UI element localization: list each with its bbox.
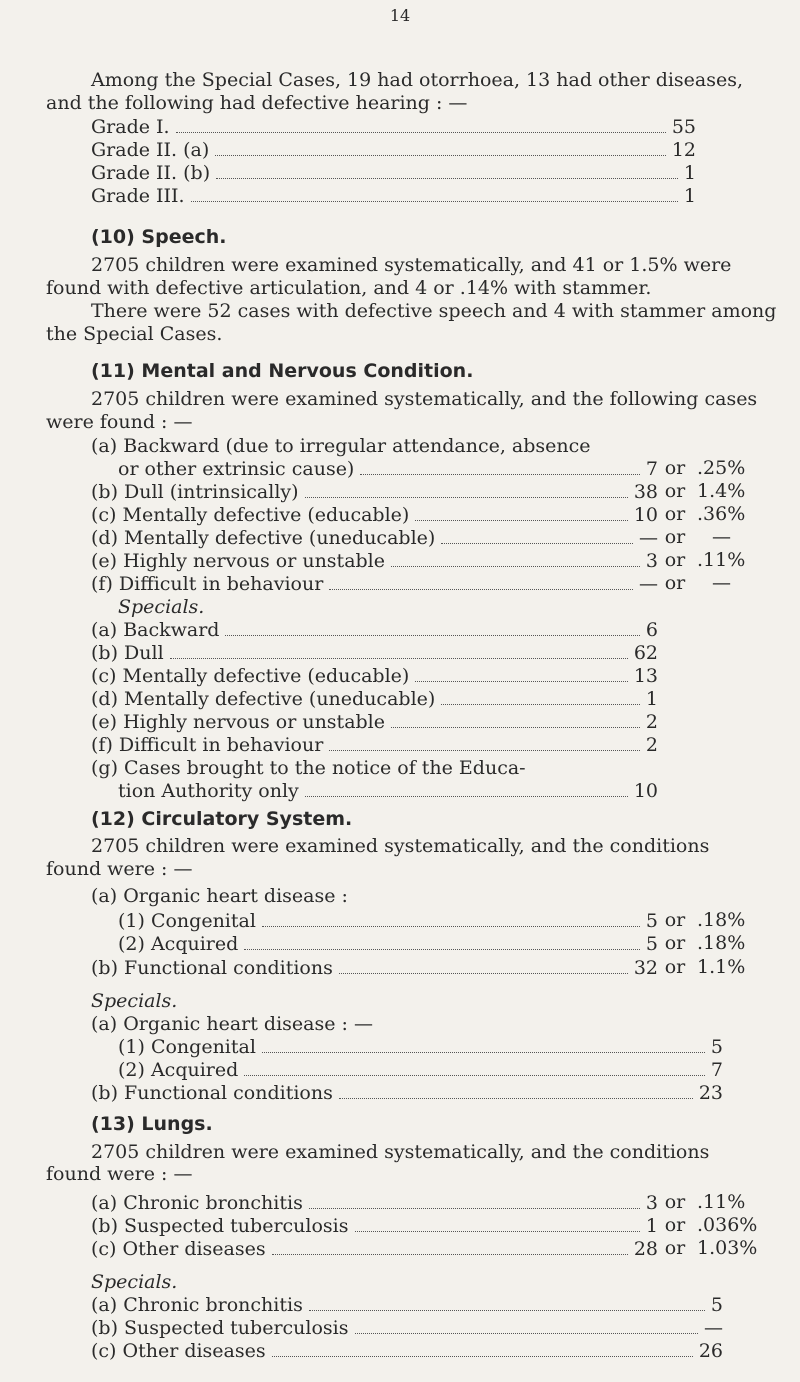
lungs-intro-line2: found were : — (46, 1163, 193, 1185)
row-label: (2) Acquired (118, 1059, 239, 1081)
circulatory-intro-line1: 2705 children were examined systematically, and the conditions (91, 835, 710, 857)
dot-leader (262, 1052, 705, 1053)
or-word: or (664, 480, 686, 502)
grade-value: 1 (683, 185, 696, 207)
row-value: 38 (633, 481, 658, 503)
circulatory-heading: (12) Circulatory System. (91, 808, 353, 830)
row-percent: .11% (697, 1191, 746, 1213)
mental-specials-label: Specials. (118, 596, 205, 618)
mental-row (91, 572, 658, 596)
grade-label: Grade I. (91, 116, 170, 138)
row-label: (e) Highly nervous or unstable (91, 550, 385, 572)
row-label: (f) Difficult in behaviour (91, 734, 324, 756)
lungs-row (91, 1191, 658, 1215)
row-percent: .18% (697, 909, 746, 931)
row-percent: — (712, 572, 731, 594)
grade-label: Grade II. (b) (91, 162, 211, 184)
row-value: 10 (633, 504, 658, 526)
row-label: (b) Suspected tuberculosis (91, 1317, 349, 1339)
row-label: tion Authority only (118, 780, 299, 802)
row-value: 3 (645, 1192, 658, 1214)
lungs-row (91, 1237, 658, 1261)
row-value: 62 (633, 642, 658, 664)
speech-para1-line2: found with defective articulation, and 4 or .14% with stammer. (46, 277, 652, 299)
dot-leader (329, 589, 633, 590)
row-label: (c) Mentally defective (educable) (91, 665, 410, 687)
circulatory-special-row (91, 1081, 723, 1105)
speech-para1-line1: 2705 children were examined systematically, and 41 or 1.5% were (91, 254, 732, 276)
circulatory-row (118, 909, 658, 933)
dot-leader (191, 201, 678, 202)
row-label: (1) Congenital (118, 910, 256, 932)
dot-leader (244, 1075, 705, 1076)
mental-special-row (91, 687, 658, 711)
mental-special-row (91, 664, 658, 688)
circulatory-special-row (118, 1035, 723, 1059)
dot-leader (441, 704, 640, 705)
row-value: 2 (645, 711, 658, 733)
or-word: or (664, 503, 686, 525)
hearing-intro-line2: and the following had defective hearing : — (46, 92, 468, 114)
dot-leader (355, 1333, 699, 1334)
dot-leader (215, 155, 666, 156)
dot-leader (305, 497, 628, 498)
mental-intro-line2: were found : — (46, 411, 193, 433)
lungs-specials-label: Specials. (91, 1271, 178, 1293)
grade-value: 12 (671, 139, 696, 161)
row-label: (d) Mentally defective (uneducable) (91, 688, 436, 710)
row-value: 1 (645, 1215, 658, 1237)
dot-leader (339, 1098, 693, 1099)
hearing-grade-row (91, 184, 696, 208)
dot-leader (244, 949, 640, 950)
row-label: (1) Congenital (118, 1036, 256, 1058)
mental-row (91, 549, 658, 573)
row-value: 13 (633, 665, 658, 687)
mental-special-row (91, 641, 658, 665)
mental-special-row (118, 779, 658, 803)
dot-leader (305, 796, 628, 797)
or-word: or (664, 526, 686, 548)
row-value: — (639, 573, 658, 595)
row-value: 5 (710, 1294, 723, 1316)
circulatory-organic-label: (a) Organic heart disease : (91, 885, 348, 907)
row-label: (a) Chronic bronchitis (91, 1294, 303, 1316)
row-value: 1 (645, 688, 658, 710)
row-value: 5 (645, 910, 658, 932)
row-percent: .36% (697, 503, 746, 525)
mental-special-row (91, 710, 658, 734)
dot-leader (360, 474, 640, 475)
dot-leader (170, 658, 628, 659)
hearing-grade-row (91, 115, 696, 139)
dot-leader (309, 1208, 640, 1209)
mental-row (91, 526, 658, 550)
row-label: (c) Other diseases (91, 1340, 266, 1362)
row-label: (2) Acquired (118, 933, 239, 955)
circulatory-intro-line2: found were : — (46, 858, 193, 880)
row-label: (b) Dull (intrinsically) (91, 481, 299, 503)
row-label: (e) Highly nervous or unstable (91, 711, 385, 733)
row-percent: 1.4% (697, 480, 746, 502)
row-value: 6 (645, 619, 658, 641)
row-label: (b) Functional conditions (91, 1082, 333, 1104)
mental-special-row (91, 618, 658, 642)
dot-leader (415, 520, 628, 521)
row-value: 7 (645, 458, 658, 480)
dot-leader (309, 1310, 705, 1311)
dot-leader (355, 1231, 640, 1232)
dot-leader (339, 973, 628, 974)
lungs-special-row (91, 1293, 723, 1317)
circulatory-row (118, 932, 658, 956)
mental-special-row (91, 733, 658, 757)
circulatory-specials-organic-label: (a) Organic heart disease : — (91, 1013, 373, 1035)
grade-value: 55 (671, 116, 696, 138)
dot-leader (176, 132, 666, 133)
row-value: 5 (710, 1036, 723, 1058)
row-percent: .25% (697, 457, 746, 479)
speech-para2-line2: the Special Cases. (46, 323, 223, 345)
row-percent: .036% (697, 1214, 758, 1236)
grade-value: 1 (683, 162, 696, 184)
row-percent: 1.03% (697, 1237, 758, 1259)
row-value: 26 (698, 1340, 723, 1362)
or-word: or (664, 549, 686, 571)
dot-leader (272, 1254, 628, 1255)
speech-para2-line1: There were 52 cases with defective speech and 4 with stammer among (91, 300, 777, 322)
lungs-intro-line1: 2705 children were examined systematically, and the conditions (91, 1141, 710, 1163)
mental-row-a-label: (a) Backward (due to irregular attendance, absence (91, 435, 591, 457)
row-percent: — (712, 526, 731, 548)
row-label: (b) Suspected tuberculosis (91, 1215, 349, 1237)
or-word: or (664, 572, 686, 594)
row-value: 10 (633, 780, 658, 802)
row-label: (b) Dull (91, 642, 164, 664)
or-word: or (664, 909, 686, 931)
hearing-grade-row (91, 138, 696, 162)
circulatory-specials-label: Specials. (91, 990, 178, 1012)
row-value: 2 (645, 734, 658, 756)
mental-intro-line1: 2705 children were examined systematically, and the following cases (91, 388, 758, 410)
row-value: 23 (698, 1082, 723, 1104)
row-label: (c) Mentally defective (educable) (91, 504, 410, 526)
row-percent: .11% (697, 549, 746, 571)
or-word: or (664, 1237, 686, 1259)
row-label: (c) Other diseases (91, 1238, 266, 1260)
row-percent: 1.1% (697, 956, 746, 978)
lungs-special-row (91, 1339, 723, 1363)
or-word: or (664, 956, 686, 978)
page-number: 14 (389, 6, 411, 25)
mental-row (91, 480, 658, 504)
dot-leader (441, 543, 633, 544)
or-word: or (664, 1191, 686, 1213)
dot-leader (391, 566, 640, 567)
row-value: 28 (633, 1238, 658, 1260)
grade-label: Grade III. (91, 185, 185, 207)
row-value: 5 (645, 933, 658, 955)
row-value: 7 (710, 1059, 723, 1081)
dot-leader (329, 750, 640, 751)
dot-leader (225, 635, 639, 636)
row-label: (f) Difficult in behaviour (91, 573, 324, 595)
mental-row (91, 503, 658, 527)
dot-leader (415, 681, 628, 682)
row-label: (b) Functional conditions (91, 957, 333, 979)
row-label: (a) Backward (91, 619, 220, 641)
dot-leader (216, 178, 678, 179)
dot-leader (262, 926, 640, 927)
speech-heading: (10) Speech. (91, 226, 227, 248)
mental-heading: (11) Mental and Nervous Condition. (91, 360, 474, 382)
row-label: (d) Mentally defective (uneducable) (91, 527, 436, 549)
mental-row (118, 457, 658, 481)
or-word: or (664, 932, 686, 954)
hearing-grade-row (91, 161, 696, 185)
or-word: or (664, 1214, 686, 1236)
row-percent: .18% (697, 932, 746, 954)
grade-label: Grade II. (a) (91, 139, 210, 161)
row-value: — (639, 527, 658, 549)
mental-special-g-label: (g) Cases brought to the notice of the Educa- (91, 757, 526, 779)
row-value: 32 (633, 957, 658, 979)
circulatory-special-row (118, 1058, 723, 1082)
hearing-intro-line1: Among the Special Cases, 19 had otorrhoea, 13 had other diseases, (91, 69, 744, 91)
row-value: 3 (645, 550, 658, 572)
dot-leader (391, 727, 640, 728)
circulatory-row (91, 956, 658, 980)
or-word: or (664, 457, 686, 479)
lungs-special-row (91, 1316, 723, 1340)
row-label: (a) Chronic bronchitis (91, 1192, 303, 1214)
dot-leader (272, 1356, 693, 1357)
row-value: — (704, 1317, 723, 1339)
lungs-heading: (13) Lungs. (91, 1113, 213, 1135)
lungs-row (91, 1214, 658, 1238)
row-label: or other extrinsic cause) (118, 458, 355, 480)
